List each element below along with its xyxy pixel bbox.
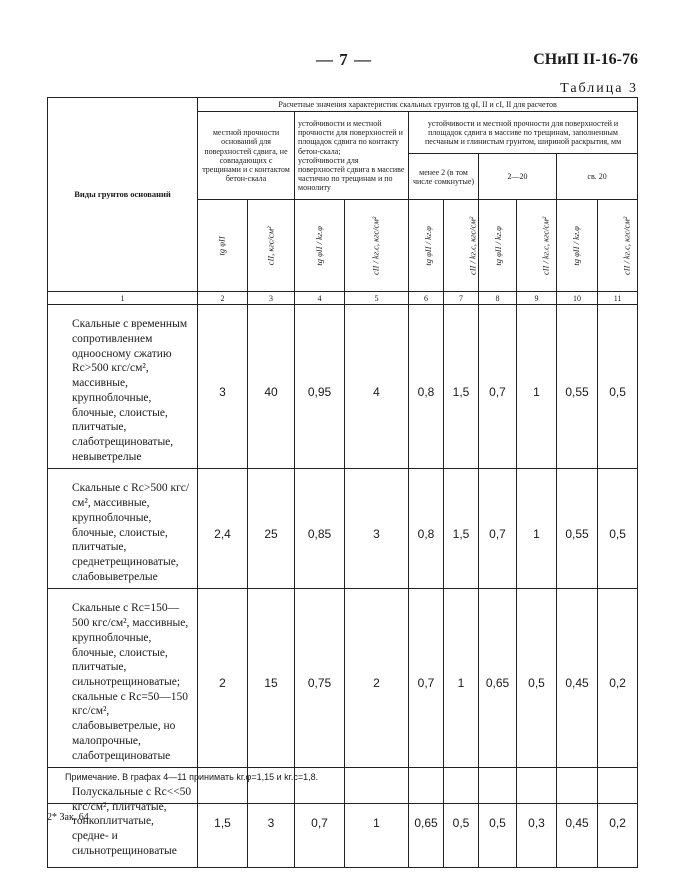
header-top: Расчетные значения характеристик скальных грунтов tg φI, II и cI, II для расчетов [198, 98, 638, 112]
header-local-strength: местной прочности оснований для поверхностей сдвига, не совпадающих с трещинами и с контактом бетон-скала [198, 112, 295, 200]
table-row [48, 305, 638, 469]
table-row [48, 768, 638, 868]
header-stability-a: устойчивости и местной прочности для поверхностей и площадок сдвига по контакту бетон-скала; [298, 118, 403, 156]
value-cell: 0,65 [479, 589, 517, 768]
value-cell: 4 [345, 305, 409, 469]
value-cell: 0,75 [295, 589, 345, 768]
subheader-tg-k: tg φII / kг.φ [295, 200, 345, 292]
subheader-tg-k: tg φII / kг.φ [557, 200, 598, 292]
column-number: 6 [409, 292, 444, 305]
value-cell: 0,8 [409, 469, 444, 589]
value-cell: 1 [345, 768, 409, 868]
value-cell: 0,7 [295, 768, 345, 868]
data-table [47, 97, 638, 868]
value-cell: 3 [345, 469, 409, 589]
soil-description: Скальные с Rc>500 кгс/см², массивные, крупноблочные, блочные, слоистые, плитчатые, среднетрещиноватые, слабовыветрелые [48, 469, 198, 589]
value-cell: 1,5 [444, 305, 479, 469]
subheader-tg: tg φII [198, 200, 248, 292]
header-stability-cracks: устойчивости и местной прочности для поверхностей и площадок сдвига в массиве по трещинам, заполненным песчаным и глинистым грунтом, шириной раскрытия, мм [409, 112, 638, 154]
header-width-3: св. 20 [557, 154, 638, 200]
header-soil-type: Виды грунтов оснований [48, 98, 198, 292]
value-cell: 0,7 [479, 305, 517, 469]
column-number: 11 [598, 292, 638, 305]
subheader-c: cII, кгс/см² [248, 200, 295, 292]
value-cell: 40 [248, 305, 295, 469]
table-row [48, 589, 638, 768]
value-cell: 25 [248, 469, 295, 589]
value-cell: 0,3 [517, 768, 557, 868]
value-cell: 0,5 [598, 305, 638, 469]
value-cell: 0,5 [444, 768, 479, 868]
value-cell: 0,55 [557, 469, 598, 589]
subheader-tg-k: tg φII / kг.φ [409, 200, 444, 292]
page-number: — 7 — [316, 50, 372, 69]
column-number: 4 [295, 292, 345, 305]
subheader-c-k: cII / kг.с, кгс/см² [517, 200, 557, 292]
value-cell: 1,5 [198, 768, 248, 868]
header-stability-b: устойчивости для поверхностей сдвига в массиве частично по трещинам и по монолиту [298, 155, 405, 193]
subheader-tg-k: tg φII / kг.φ [479, 200, 517, 292]
value-cell: 1 [517, 469, 557, 589]
value-cell: 0,7 [409, 589, 444, 768]
column-number: 1 [48, 292, 198, 305]
value-cell: 2 [198, 589, 248, 768]
table-title: Таблица 3 [560, 81, 638, 96]
value-cell: 3 [248, 768, 295, 868]
value-cell: 0,2 [598, 589, 638, 768]
header-stability-contact [295, 112, 409, 200]
value-cell: 0,85 [295, 469, 345, 589]
soil-description: Скальные с временным сопротивлением одноосному сжатию Rc>500 кгс/см², массивные, крупноблочные, блочные, слоистые, плитчатые, слаботрещиноватые, невыветрелые [48, 305, 198, 469]
subheader-c-k: cII / kг.с, кгс/см² [345, 200, 409, 292]
value-cell: 0,5 [598, 469, 638, 589]
value-cell: 0,7 [479, 469, 517, 589]
divider [47, 803, 637, 804]
value-cell: 2,4 [198, 469, 248, 589]
column-number: 10 [557, 292, 598, 305]
column-number: 3 [248, 292, 295, 305]
value-cell: 0,5 [517, 589, 557, 768]
column-number: 7 [444, 292, 479, 305]
document-code: СНиП II-16-76 [533, 51, 638, 68]
value-cell: 2 [345, 589, 409, 768]
header-width-2: 2—20 [479, 154, 557, 200]
header-width-1: менее 2 (в том числе сомкнутые) [409, 154, 479, 200]
value-cell: 1 [444, 589, 479, 768]
value-cell: 1 [517, 305, 557, 469]
column-number: 9 [517, 292, 557, 305]
value-cell: 1,5 [444, 469, 479, 589]
column-number-row [48, 292, 638, 305]
column-number: 2 [198, 292, 248, 305]
subheader-c-k: cII / kг.с, кгс/см² [444, 200, 479, 292]
value-cell: 0,5 [479, 768, 517, 868]
value-cell: 3 [198, 305, 248, 469]
subheader-c-k: cII / kг.с, кгс/см² [598, 200, 638, 292]
table-row [48, 469, 638, 589]
column-number: 5 [345, 292, 409, 305]
soil-description: Скальные с Rc=150—500 кгс/см², массивные, крупноблочные, блочные, слоистые, плитчатые, сильнотрещиноватые; скальные с Rc=50—150 кгс/см², слабовыветрелые, но малопрочные, слаботрещиноватые [48, 589, 198, 768]
table-note: Примечание. В графах 4—11 принимать kг.φ=1,15 и kг.с=1,8. [65, 772, 319, 782]
value-cell: 15 [248, 589, 295, 768]
value-cell: 0,95 [295, 305, 345, 469]
value-cell: 0,55 [557, 305, 598, 469]
value-cell: 0,2 [598, 768, 638, 868]
value-cell: 0,8 [409, 305, 444, 469]
value-cell: 0,65 [409, 768, 444, 868]
value-cell: 0,45 [557, 768, 598, 868]
footer-text: 2* Зак. 64 [47, 812, 89, 823]
soil-description: Полускальные с Rc<<50 кгс/см², плитчатые, тонкоплитчатые, средне- и сильнотрещиноватые [48, 768, 198, 868]
column-number: 8 [479, 292, 517, 305]
value-cell: 0,45 [557, 589, 598, 768]
